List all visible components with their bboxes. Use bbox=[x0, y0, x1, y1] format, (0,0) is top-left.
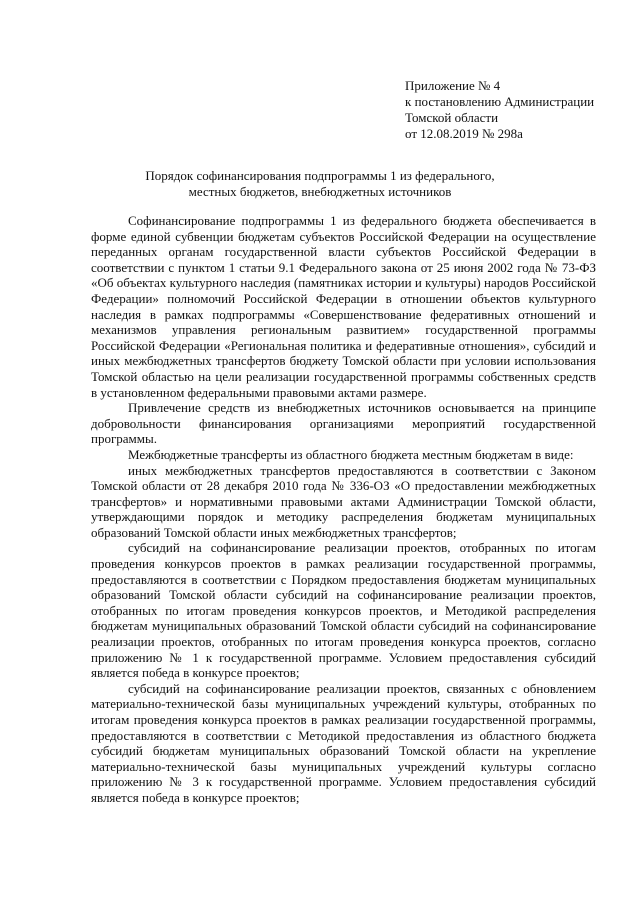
paragraph-other-transfers: иных межбюджетных трансфертов предоставляются в соответствии с Законом Томской области от 28 декабря 2010 года № 336-ОЗ «О предоставлении межбюджетных трансфертов» и нормативными правовыми актами Администрации Томской области, утверждающими порядок и методику распределения бюджетам муниципальных образований Томской области иных межбюджетных трансфертов; bbox=[91, 462, 596, 540]
appendix-date: от 12.08.2019 № 298а bbox=[405, 126, 523, 141]
appendix-block bbox=[405, 78, 630, 142]
title-line-1: Порядок софинансирования подпрограммы 1 из федерального, bbox=[145, 168, 495, 183]
paragraph-transfers-intro: Межбюджетные трансферты из областного бюджета местным бюджетам в виде: bbox=[128, 446, 574, 462]
appendix-number: Приложение № 4 bbox=[405, 78, 501, 93]
paragraph-federal-cofinancing: Софинансирование подпрограммы 1 из федерального бюджета обеспечивается в форме единой субвенции бюджетам субъектов Российской Федерации на осуществление переданных органам государственной власти субъектов Российской Федерации в соответствии с пунктом 1 статьи 9.1 Федерального закона от 25 июня 2002 года № 73-ФЗ «Об объектах культурного наследия (памятниках истории и культуры) народов Российской Федерации» полномочий Российской Федерации в отношении объектов культурного наследия в рамках подпрограммы «Совершенствование федеративных отношений и механизмов управления региональным развитием» государственной программы Российской Федерации «Региональная политика и федеративные отношения», субсидий и иных межбюджетных трансфертов бюджету Томской области при условии использования Томской областью на цели реализации государственной программы собственных средств в установленном федеральными правовыми актами размере. bbox=[91, 213, 596, 400]
paragraph-project-subsidies: субсидий на софинансирование реализации проектов, отобранных по итогам проведения конкурсов проектов в рамках реализации государственной программы, предоставляются в соответствии с Порядком предоставления бюджетам муниципальных образований Томской области субсидий на софинансирование реализации проектов, отобранных по итогам проведения конкурсов проектов, и Методикой распределения бюджетам муниципальных образований Томской области субсидий на софинансирование реализации проектов, отобранных по итогам проведения конкурса проектов, согласно приложению № 1 к государственной программе. Условием предоставления субсидий является победа в конкурсе проектов; bbox=[91, 540, 596, 681]
paragraph-material-base-subsidies: субсидий на софинансирование реализации проектов, связанных с обновлением материально-технической базы муниципальных учреждений культуры, отобранных по итогам проведения конкурса проектов в рамках реализации государственной программы, предоставляются в соответствии с Методикой предоставления из областного бюджета субсидий бюджетам муниципальных образований Томской области на укрепление материально-технической базы муниципальных учреждений культуры согласно приложению № 3 к государственной программе. Условием предоставления субсидий является победа в конкурсе проектов; bbox=[91, 680, 596, 805]
appendix-region: Томской области bbox=[405, 110, 499, 125]
appendix-resolution: к постановлению Администрации bbox=[405, 94, 595, 109]
title-line-2: местных бюджетов, внебюджетных источников bbox=[188, 184, 452, 199]
document-body bbox=[91, 213, 596, 806]
paragraph-extrabudgetary: Привлечение средств из внебюджетных источников основывается на принципе добровольности финансирования организациями мероприятий государственной программы. bbox=[91, 400, 596, 447]
document-title bbox=[0, 168, 640, 200]
